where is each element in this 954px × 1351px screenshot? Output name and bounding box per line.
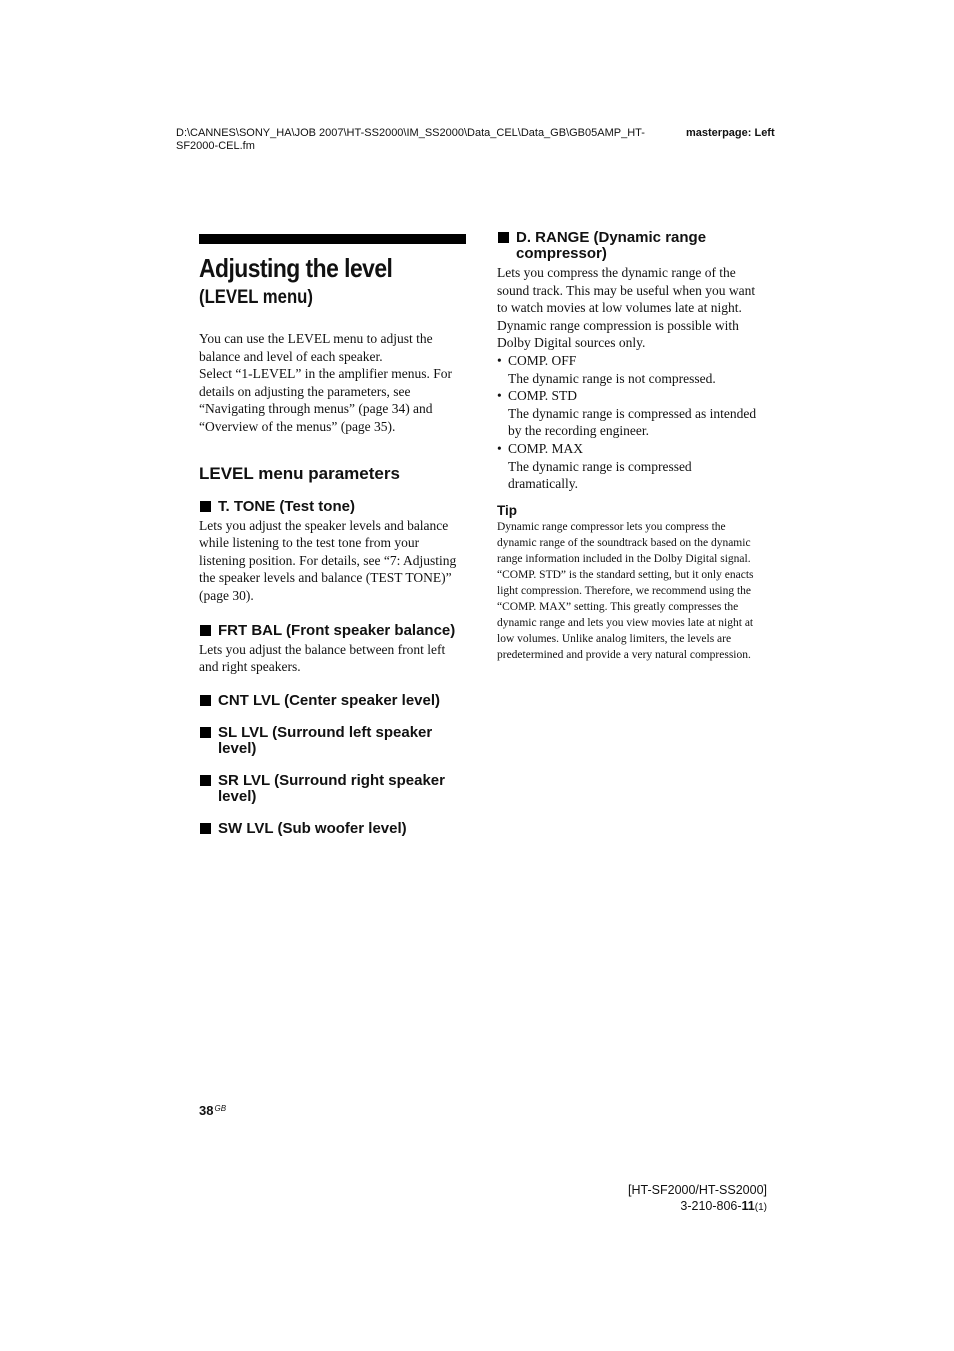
option-desc: The dynamic range is compressed dramatically. xyxy=(508,458,692,492)
drange-description: Lets you compress the dynamic range of the sound track. This may be useful when you want to watch movies at low volumes late at night. Dynamic range compression is possible with Dolby Digital sources only. xyxy=(497,265,756,351)
tip-heading: Tip xyxy=(497,502,517,518)
frtbal-description: Lets you adjust the balance between front left and right speakers. xyxy=(199,641,446,675)
page-number-value: 38 xyxy=(199,1103,214,1118)
page-number-suffix: GB xyxy=(214,1104,227,1113)
tip-paragraph-1: Dynamic range compressor lets you compress the dynamic range of the soundtrack based on the dynamic range information included in the Dolby Digital signal. xyxy=(497,520,751,565)
masterpage-label: masterpage: Left xyxy=(686,127,775,139)
footer-model-code xyxy=(628,1182,767,1216)
square-bullet-icon xyxy=(200,501,211,512)
drange-heading xyxy=(497,230,765,262)
page-title: Adjusting the level xyxy=(199,253,393,283)
section-title: LEVEL menu parameters xyxy=(199,463,400,483)
cntlvl-heading-text: CNT LVL (Center speaker level) xyxy=(218,691,441,709)
srlvl-heading-text: SR LVL (Surround right speaker level) xyxy=(218,771,445,805)
bullet-dot-icon: • xyxy=(497,388,502,404)
option-name: COMP. STD xyxy=(508,388,578,404)
drange-heading-text: D. RANGE (Dynamic range compressor) xyxy=(516,229,707,262)
footer-code-bold: 11 xyxy=(741,1199,755,1213)
option-name: COMP. MAX xyxy=(508,440,584,456)
srlvl-heading xyxy=(199,773,467,805)
square-bullet-icon xyxy=(200,775,211,786)
option-comp-max xyxy=(497,440,765,493)
swlvl-heading-text: SW LVL (Sub woofer level) xyxy=(218,819,407,837)
option-name: COMP. OFF xyxy=(508,352,577,368)
footer-model: [HT-SF2000/HT-SS2000] xyxy=(628,1183,767,1197)
sllvl-heading-text: SL LVL (Surround left speaker level) xyxy=(218,723,433,757)
option-comp-std xyxy=(497,387,765,440)
left-column xyxy=(199,234,467,837)
square-bullet-icon xyxy=(200,823,211,834)
right-column xyxy=(497,230,765,663)
bullet-dot-icon: • xyxy=(497,352,502,368)
bullet-dot-icon: • xyxy=(497,440,502,456)
swlvl-heading xyxy=(199,821,467,837)
intro-paragraph-2: Select “1-LEVEL” in the amplifier menus. For details on adjusting the parameters, see “Navigating through menus” (page 34) and “Overview of the menus” (page 35). xyxy=(199,366,453,434)
option-comp-off xyxy=(497,352,765,387)
intro-paragraph-1: You can use the LEVEL menu to adjust the balance and level of each speaker. xyxy=(199,331,433,364)
square-bullet-icon xyxy=(498,232,509,243)
file-path-header: D:\CANNES\SONY_HA\JOB 2007\HT-SS2000\IM_SS2000\Data_CEL\Data_GB\GB05AMP_HT-SF2000-CEL.fm xyxy=(176,127,645,152)
footer-code xyxy=(628,1198,767,1216)
frtbal-heading-text: FRT BAL (Front speaker balance) xyxy=(218,621,456,639)
frtbal-heading xyxy=(199,623,467,639)
tip-paragraph-2: “COMP. STD” is the standard setting, but it only enacts light compression. Therefore, we recommend using the “COMP. MAX” setting. This greatly compresses the dynamic range and lets you view movies late at night at low volumes. Unlike analog limiters, the levels are predetermined and provide a very natural compression. xyxy=(497,568,754,661)
option-desc: The dynamic range is compressed as intended by the recording engineer. xyxy=(508,405,757,439)
footer-code-main: 3-210-806- xyxy=(680,1199,742,1213)
footer-code-small: (1) xyxy=(754,1202,767,1213)
option-desc: The dynamic range is not compressed. xyxy=(508,370,716,386)
ttone-description: Lets you adjust the speaker levels and balance while listening to the test tone from your listening position. For details, see “7: Adjusting the speaker levels and balance (TEST TONE)” (page 30). xyxy=(199,517,457,603)
ttone-heading xyxy=(199,499,467,515)
ttone-heading-text: T. TONE (Test tone) xyxy=(218,497,355,515)
sllvl-heading xyxy=(199,725,467,757)
square-bullet-icon xyxy=(200,727,211,738)
square-bullet-icon xyxy=(200,695,211,706)
title-rule xyxy=(199,234,466,244)
square-bullet-icon xyxy=(200,625,211,636)
page-subtitle: (LEVEL menu) xyxy=(199,287,313,308)
page-number xyxy=(199,1103,226,1118)
cntlvl-heading xyxy=(199,693,467,709)
